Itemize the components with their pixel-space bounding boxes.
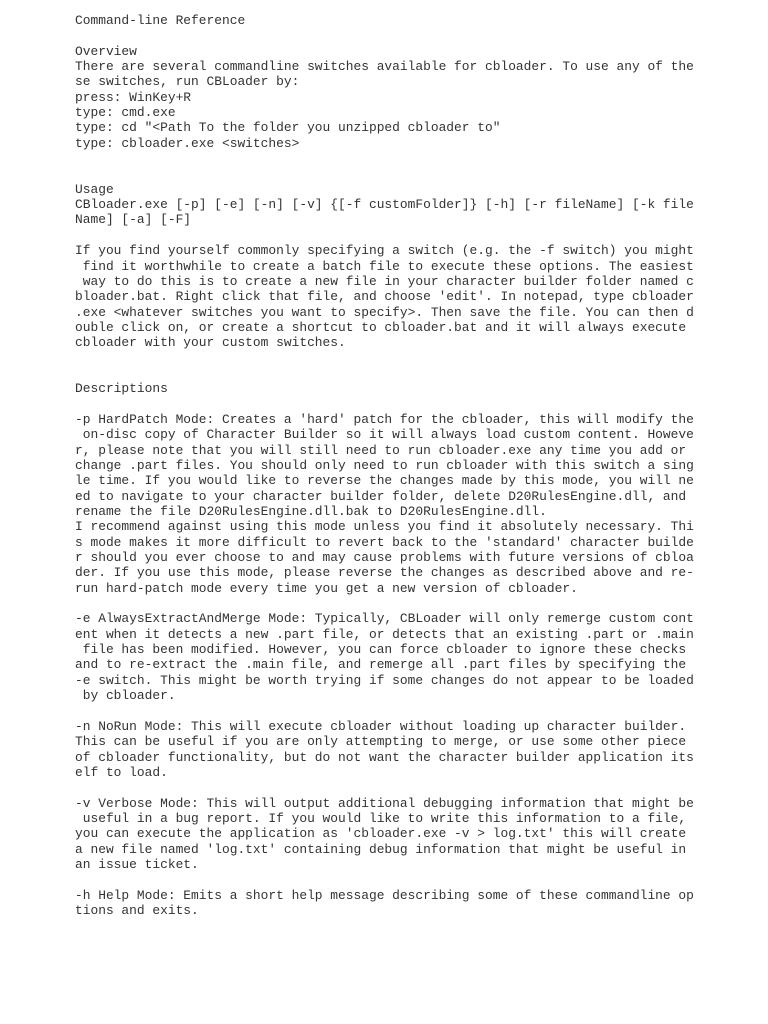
blank-line [75, 596, 755, 611]
text-line: way to do this is to create a new file in your character builder folder named c [75, 273, 694, 289]
text-line: ouble click on, or create a shortcut to cbloader.bat and it will always execute [75, 319, 687, 335]
text-line: bloader.bat. Right click that file, and choose 'edit'. In notepad, type cbloader [75, 289, 694, 305]
section-heading-descriptions: Descriptions [75, 381, 168, 397]
blank-line [75, 397, 755, 412]
text-line: r, please note that you will still need to run cbloader.exe any time you add or [75, 442, 687, 458]
text-line: file has been modified. However, you can force cbloader to ignore these checks [75, 642, 687, 658]
text-line: find it worthwhile to create a batch file to execute these options. The easiest [75, 258, 694, 274]
text-line: a new file named 'log.txt' containing debug information that might be useful in [75, 841, 687, 857]
text-line: -e AlwaysExtractAndMerge Mode: Typically, CBLoader will only remerge custom cont [75, 611, 694, 627]
text-line: rename the file D20RulesEngine.dll.bak to D20RulesEngine.dll. [75, 504, 547, 519]
text-line: der. If you use this mode, please reverse the changes as described above and re- [75, 565, 694, 581]
text-line: se switches, run CBLoader by: [75, 74, 300, 90]
text-line: elf to load. [75, 764, 168, 780]
text-line: r should you ever choose to and may cause problems with future versions of cbloa [75, 550, 694, 566]
text-line: If you find yourself commonly specifying a switch (e.g. the -f switch) you might [75, 243, 694, 259]
section-heading-usage: Usage [75, 181, 114, 197]
text-line: Name] [-a] [-F] [75, 212, 192, 228]
text-line: type: cd "<Path To the folder you unzipped cbloader to" [75, 120, 501, 136]
text-line: s mode makes it more difficult to revert back to the 'standard' character builde [75, 534, 694, 550]
text-line: change .part files. You should only need to run cbloader with this switch a sing [75, 457, 694, 473]
text-line: CBloader.exe [-p] [-e] [-n] [-v] {[-f customFolder]} [-h] [-r fileName] [-k file [75, 197, 694, 213]
blank-line [75, 872, 755, 887]
text-line: type: cbloader.exe <switches> [75, 135, 300, 151]
blank-line [75, 151, 755, 166]
section-heading-overview: Overview [75, 43, 137, 59]
text-line: -p HardPatch Mode: Creates a 'hard' patch for the cbloader, this will modify the [75, 411, 694, 427]
blank-line [75, 366, 755, 381]
text-line: useful in a bug report. If you would like to write this information to a file, [75, 810, 687, 826]
text-line: and to re-extract the .main file, and remerge all .part files by specifying the [75, 657, 687, 673]
text-line: tions and exits. [75, 902, 199, 918]
blank-line [75, 166, 755, 181]
blank-line [75, 351, 755, 366]
text-line: -v Verbose Mode: This will output additional debugging information that might be [75, 795, 694, 811]
text-line: ent when it detects a new .part file, or detects that an existing .part or .main [75, 626, 694, 642]
text-line: le time. If you would like to reverse the changes made by this mode, you will ne [75, 473, 694, 489]
text-line: This can be useful if you are only attempting to merge, or use some other piece [75, 734, 687, 750]
document-title: Command-line Reference [75, 13, 246, 28]
document-body [75, 13, 755, 918]
text-line: you can execute the application as 'cbloader.exe -v > log.txt' this will create [75, 826, 687, 842]
text-line: press: WinKey+R [75, 89, 192, 105]
text-line: by cbloader. [75, 688, 176, 704]
text-line: ed to navigate to your character builder folder, delete D20RulesEngine.dll, and [75, 488, 687, 504]
text-line: .exe <whatever switches you want to specify>. Then save the file. You can then d [75, 304, 694, 320]
blank-line [75, 28, 755, 43]
blank-line [75, 780, 755, 795]
text-line: cbloader with your custom switches. [75, 335, 346, 351]
text-line: type: cmd.exe [75, 105, 176, 121]
text-line: -h Help Mode: Emits a short help message describing some of these commandline op [75, 887, 694, 903]
text-line: There are several commandline switches available for cbloader. To use any of the [75, 59, 694, 75]
text-line: -n NoRun Mode: This will execute cbloader without loading up character builder. [75, 718, 687, 734]
blank-line [75, 703, 755, 718]
text-line: on-disc copy of Character Builder so it will always load custom content. Howeve [75, 427, 694, 443]
text-line: of cbloader functionality, but do not want the character builder application its [75, 749, 694, 765]
text-line: -e switch. This might be worth trying if some changes do not appear to be loaded [75, 672, 694, 688]
blank-line [75, 228, 755, 243]
text-line: an issue ticket. [75, 856, 199, 872]
text-line: I recommend against using this mode unless you find it absolutely necessary. Thi [75, 519, 694, 535]
text-line: run hard-patch mode every time you get a new version of cbloader. [75, 580, 578, 596]
